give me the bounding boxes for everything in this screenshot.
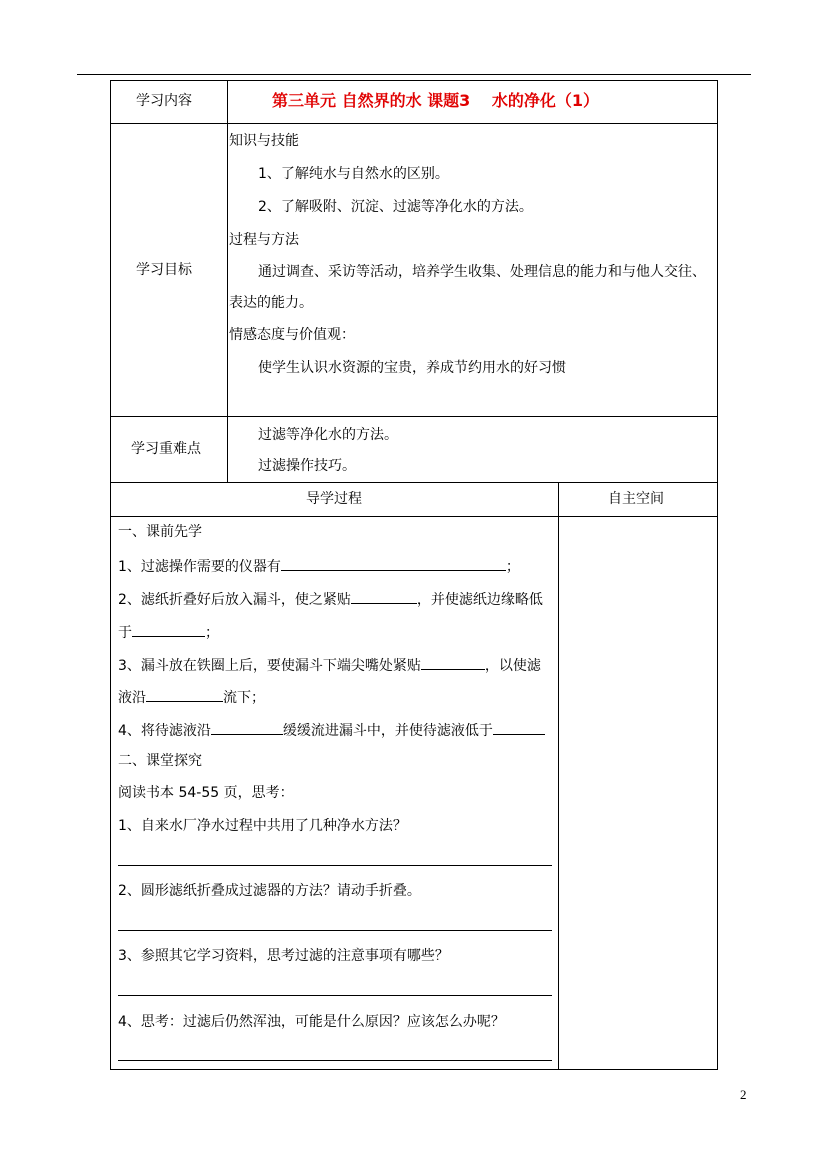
pre-question-3 [118, 655, 541, 676]
inclass-question-3: 3、参照其它学习资料，思考过滤的注意事项有哪些？ [118, 948, 449, 964]
pre-q2-text-c: 于 [118, 625, 132, 641]
label-content: 学习内容 [136, 93, 192, 109]
goals-knowledge-2: 2、了解吸附、沉淀、过滤等净化水的方法。 [258, 199, 533, 215]
goals-process-heading: 过程与方法 [229, 232, 299, 248]
inclass-question-2: 2、圆形滤纸折叠成过滤器的方法？请动手折叠。 [118, 883, 421, 899]
label-focus: 学习重难点 [131, 441, 201, 457]
answer-blank[interactable] [421, 655, 485, 670]
answer-blank[interactable] [351, 589, 417, 604]
answer-blank[interactable] [493, 720, 545, 735]
goals-process-1: 通过调查、采访等活动，培养学生收集、处理信息的能力和与他人交往、 [258, 264, 706, 280]
table-border-left [110, 80, 111, 1070]
row-divider [110, 482, 718, 483]
inclass-heading: 二、课堂探究 [118, 753, 202, 769]
table-border-top [110, 80, 718, 81]
header-rule [77, 74, 751, 75]
pre-q4-text-b: 缓缓流进漏斗中，并使待滤液低于 [282, 723, 493, 739]
pre-q3-end: 流下； [223, 690, 265, 706]
label-column-divider [227, 80, 228, 483]
row-divider [110, 416, 718, 417]
pre-question-3-cont [118, 687, 265, 708]
inclass-question-1: 1、自来水厂净水过程中共用了几种净水方法？ [118, 818, 407, 834]
lesson-title: 第三单元 自然界的水 课题3 水的净化（1） [272, 91, 599, 110]
pre-question-4 [118, 720, 545, 741]
pre-question-1 [118, 556, 520, 577]
goals-knowledge-heading: 知识与技能 [229, 133, 299, 149]
pre-heading: 一、课前先学 [118, 524, 202, 540]
row-divider [110, 516, 718, 517]
pre-q2-end: ； [205, 625, 219, 641]
pre-question-2-cont [118, 622, 219, 643]
answer-line[interactable] [118, 930, 552, 931]
pre-q1-text: 1、过滤操作需要的仪器有 [118, 559, 281, 575]
answer-blank[interactable] [146, 687, 223, 702]
column-process: 导学过程 [306, 491, 362, 507]
answer-blank[interactable] [281, 556, 506, 571]
pre-q3-text-c: 液沿 [118, 690, 146, 706]
answer-line[interactable] [118, 1060, 552, 1061]
label-goals: 学习目标 [136, 262, 192, 278]
answer-line[interactable] [118, 995, 552, 996]
pre-q3-text-a: 3、漏斗放在铁圈上后，要使漏斗下端尖嘴处紧贴 [118, 658, 421, 674]
pre-question-2 [118, 589, 543, 610]
answer-blank[interactable] [211, 720, 283, 735]
goals-emotion-heading: 情感态度与价值观： [229, 327, 355, 343]
inclass-question-4: 4、思考：过滤后仍然浑浊，可能是什么原因？应该怎么办呢？ [118, 1014, 505, 1030]
pre-q4-text-a: 4、将待滤液沿 [118, 723, 211, 739]
table-border-right [717, 80, 718, 1070]
focus-line-2: 过滤操作技巧。 [258, 458, 356, 474]
page-number: 2 [740, 1087, 747, 1102]
space-column-divider [558, 482, 559, 1070]
goals-process-2: 表达的能力。 [229, 295, 313, 311]
answer-blank[interactable] [132, 622, 205, 637]
table-border-bottom [110, 1069, 718, 1070]
goals-emotion-1: 使学生认识水资源的宝贵，养成节约用水的好习惯 [258, 360, 566, 376]
pre-q3-text-b: ，以使滤 [484, 658, 541, 674]
goals-knowledge-1: 1、了解纯水与自然水的区别。 [258, 166, 449, 182]
inclass-reading: 阅读书本 54-55 页，思考： [118, 785, 294, 801]
column-space: 自主空间 [608, 491, 664, 507]
focus-line-1: 过滤等净化水的方法。 [258, 427, 398, 443]
answer-line[interactable] [118, 865, 552, 866]
pre-q2-text-b: ，并使滤纸边缘略低 [416, 592, 543, 608]
pre-q2-text-a: 2、滤纸折叠好后放入漏斗，使之紧贴 [118, 592, 351, 608]
row-divider [110, 123, 718, 124]
pre-q1-end: ； [505, 559, 520, 575]
